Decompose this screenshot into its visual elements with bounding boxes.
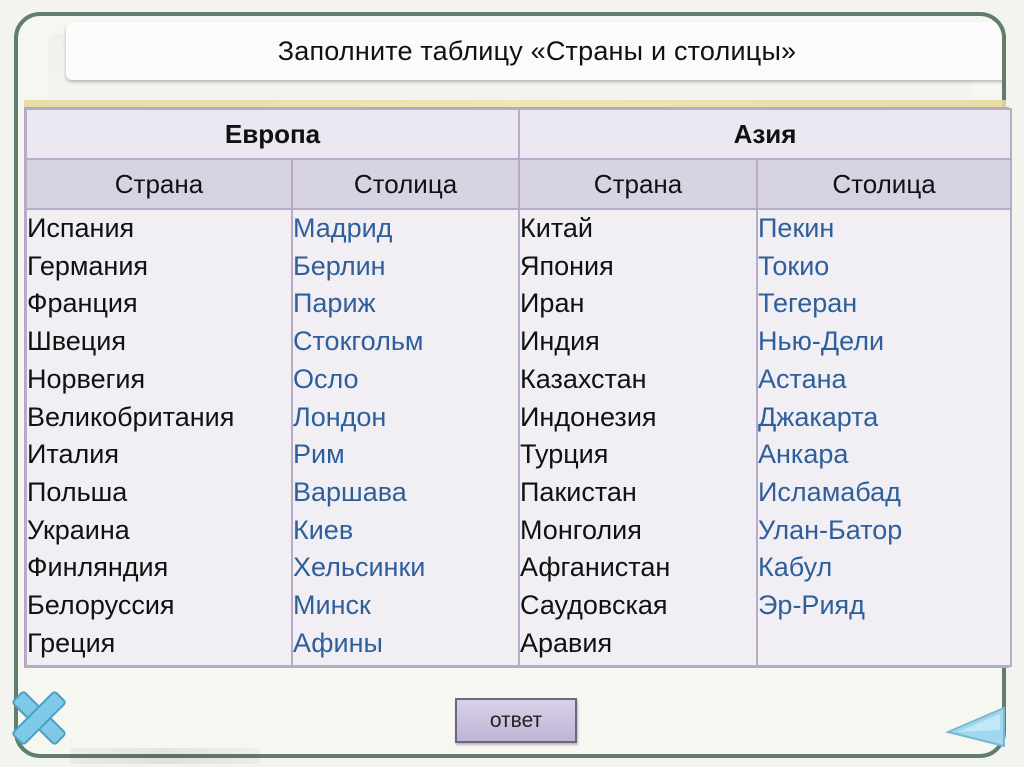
europe-country: Украина [27,514,130,545]
europe-capital: Минск [293,590,371,621]
close-icon[interactable] [2,688,76,748]
europe-country: Греция [27,627,116,658]
column-header-row [26,159,1011,209]
countries-capitals-table [24,107,1009,668]
asia-capital: Эр-Рияд [758,590,865,621]
asia-capital: Анкара [758,439,849,470]
asia-countries-list [520,210,756,662]
table [25,108,1012,667]
asia-capital: Тегеран [758,288,858,319]
asia-capitals-list [758,210,1010,625]
europe-country: Испания [27,213,135,243]
asia-capital: Исламабад [758,476,901,507]
europe-capital: Осло [293,363,359,394]
europe-capital: Мадрид [293,213,393,243]
back-arrow-graphic [944,702,1008,750]
decorative-strip [24,100,1006,107]
asia-country: Афганистан [520,552,671,583]
asia-country: Пакистан [520,476,637,507]
bottom-decoration [70,748,260,764]
europe-country: Финляндия [27,552,169,583]
europe-capital: Стокгольм [293,326,424,357]
europe-capital: Рим [293,439,345,470]
europe-country: Великобритания [27,401,235,432]
asia-capital: Кабул [758,552,833,583]
back-arrow-icon[interactable] [944,702,1008,750]
europe-countries-list [27,210,291,662]
region-header-row [26,109,1011,159]
europe-country: Италия [27,439,119,470]
asia-country-header: Страна [519,159,757,209]
europe-capital: Киев [293,514,354,545]
europe-capitals-list [293,210,518,662]
asia-capital: Токио [758,250,830,281]
asia-capital: Астана [758,363,847,394]
asia-country: Иран [520,288,585,319]
europe-capital: Афины [293,627,383,658]
asia-capital: Джакарта [758,401,879,432]
asia-country: Казахстан [520,363,647,394]
asia-capital: Пекин [758,213,835,243]
europe-capital: Берлин [293,250,386,281]
asia-capitals-cell [757,209,1011,666]
asia-country: Саудовская [520,590,668,621]
asia-country: Япония [520,250,614,281]
europe-country: Польша [27,476,128,507]
europe-capital-header: Столица [292,159,519,209]
europe-countries-cell [26,209,292,666]
region-header-europe: Европа [26,109,519,159]
europe-country: Норвегия [27,363,146,394]
asia-countries-cell [519,209,757,666]
asia-country: Монголия [520,514,642,545]
europe-capital: Париж [293,288,376,319]
answer-button[interactable]: ответ [455,698,577,743]
europe-capital: Лондон [293,401,387,432]
asia-capital: Улан-Батор [758,514,903,545]
data-row [26,209,1011,666]
region-header-asia: Азия [519,109,1011,159]
slide-title: Заполните таблицу «Страны и столицы» [66,22,1006,80]
asia-capital: Нью-Дели [758,326,885,357]
europe-capital: Хельсинки [293,552,426,583]
europe-capitals-cell [292,209,519,666]
europe-country: Франция [27,288,138,319]
europe-country: Германия [27,250,149,281]
europe-country: Швеция [27,326,126,357]
asia-country: Китай [520,213,593,243]
close-icon-graphic [2,688,76,748]
asia-country: Аравия [520,627,613,658]
europe-country: Белоруссия [27,590,175,621]
asia-capital-header: Столица [757,159,1011,209]
europe-capital: Варшава [293,476,407,507]
asia-country: Турция [520,439,609,470]
europe-country-header: Страна [26,159,292,209]
asia-country: Индия [520,326,600,357]
asia-country: Индонезия [520,401,657,432]
